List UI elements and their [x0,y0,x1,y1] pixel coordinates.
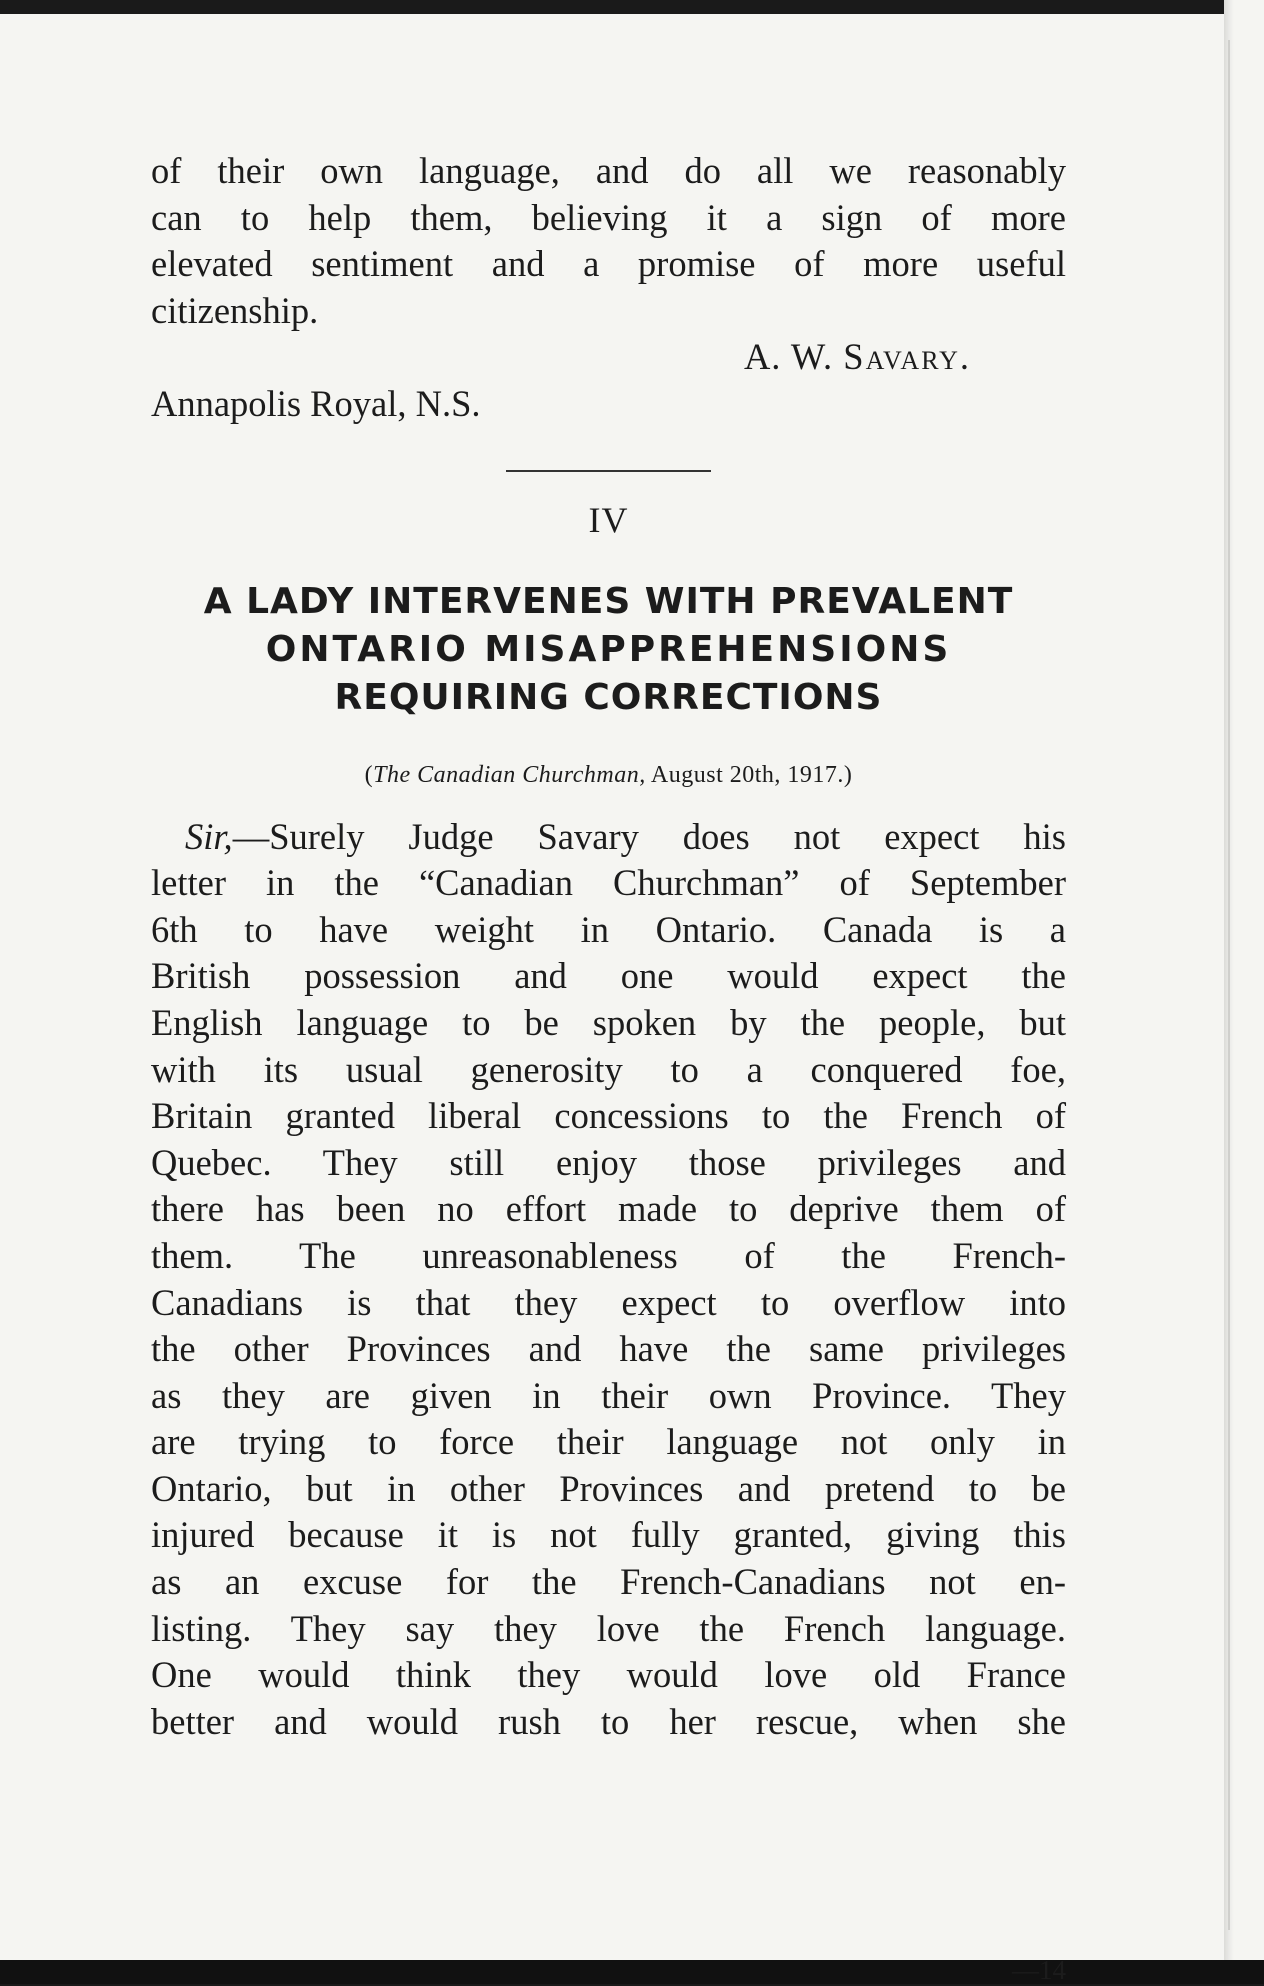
heading-line-2: ONTARIO MISAPPREHENSIONS [265,628,952,670]
page-edge-shadow [1224,0,1264,1984]
text-line: better and would rush to her rescue, when she [151,1700,1066,1742]
source-citation [151,760,1066,790]
text-line: Britain granted liberal concessions to the French of [151,1095,1066,1137]
text-line: British possession and one would expect the [151,955,1066,997]
source-date: August 20th, 1917.) [645,761,853,788]
source-open-paren: ( [364,761,374,788]
text-line: elevated sentiment and a promise of more useful [151,243,1066,285]
signature [151,334,1066,381]
previous-paragraph [151,148,1066,334]
text-line: Ontario, but in other Provinces and pretend to be [151,1467,1066,1509]
text-line: letter in the “Canadian Churchman” of September [151,862,1066,904]
page-content [151,148,1066,1985]
text-line: English language to be spoken by the people, but [151,1001,1066,1043]
text-line: injured because it is not fully granted, giving this [151,1514,1066,1556]
signature-initials: A. W. [743,336,844,378]
letter-body [151,814,1066,1746]
text-line: listing. They say they love the French language. [151,1607,1066,1649]
scan-border-bottom [0,1960,1264,1984]
section-heading [151,578,1066,722]
text-line: Quebec. They still enjoy those privileges and [151,1141,1066,1183]
place-line: Annapolis Royal, N.S. [151,382,481,424]
text-line: there has been no effort made to deprive them of [151,1188,1066,1230]
text-line: citizenship. [151,289,319,331]
text-line: with its usual generosity to a conquered foe, [151,1048,1066,1090]
salutation: Sir, [185,815,233,857]
section-divider [506,470,711,472]
text-line: them. The unreasonableness of the French- [151,1234,1066,1276]
text-line: are trying to force their language not only in [151,1421,1066,1463]
page-edge-line [1228,40,1230,1930]
text-line: Canadians is that they expect to overflow into [151,1281,1066,1323]
section-numeral: IV [588,499,629,540]
text-line: One would think they would love old France [151,1654,1066,1696]
first-line-text: —Surely Judge Savary does not expect his [232,815,1066,857]
heading-line-1: A LADY INTERVENES WITH PREVALENT [203,580,1014,622]
source-publication: The Canadian Churchman, [373,761,646,788]
text-line: as they are given in their own Province. They [151,1374,1066,1416]
text-line: can to help them, believing it a sign of more [151,196,1066,238]
text-line: the other Provinces and have the same privileges [151,1328,1066,1370]
page-number: —14 [1012,1955,1066,1985]
text-line: of their own language, and do all we reasonably [151,150,1066,191]
text-line: 6th to have weight in Ontario. Canada is a [151,908,1066,950]
letter-first-line [151,814,1066,861]
signature-surname: Savary. [843,336,971,378]
heading-line-3: REQUIRING CORRECTIONS [334,676,883,718]
text-line: as an excuse for the French-Canadians not en- [151,1561,1066,1603]
